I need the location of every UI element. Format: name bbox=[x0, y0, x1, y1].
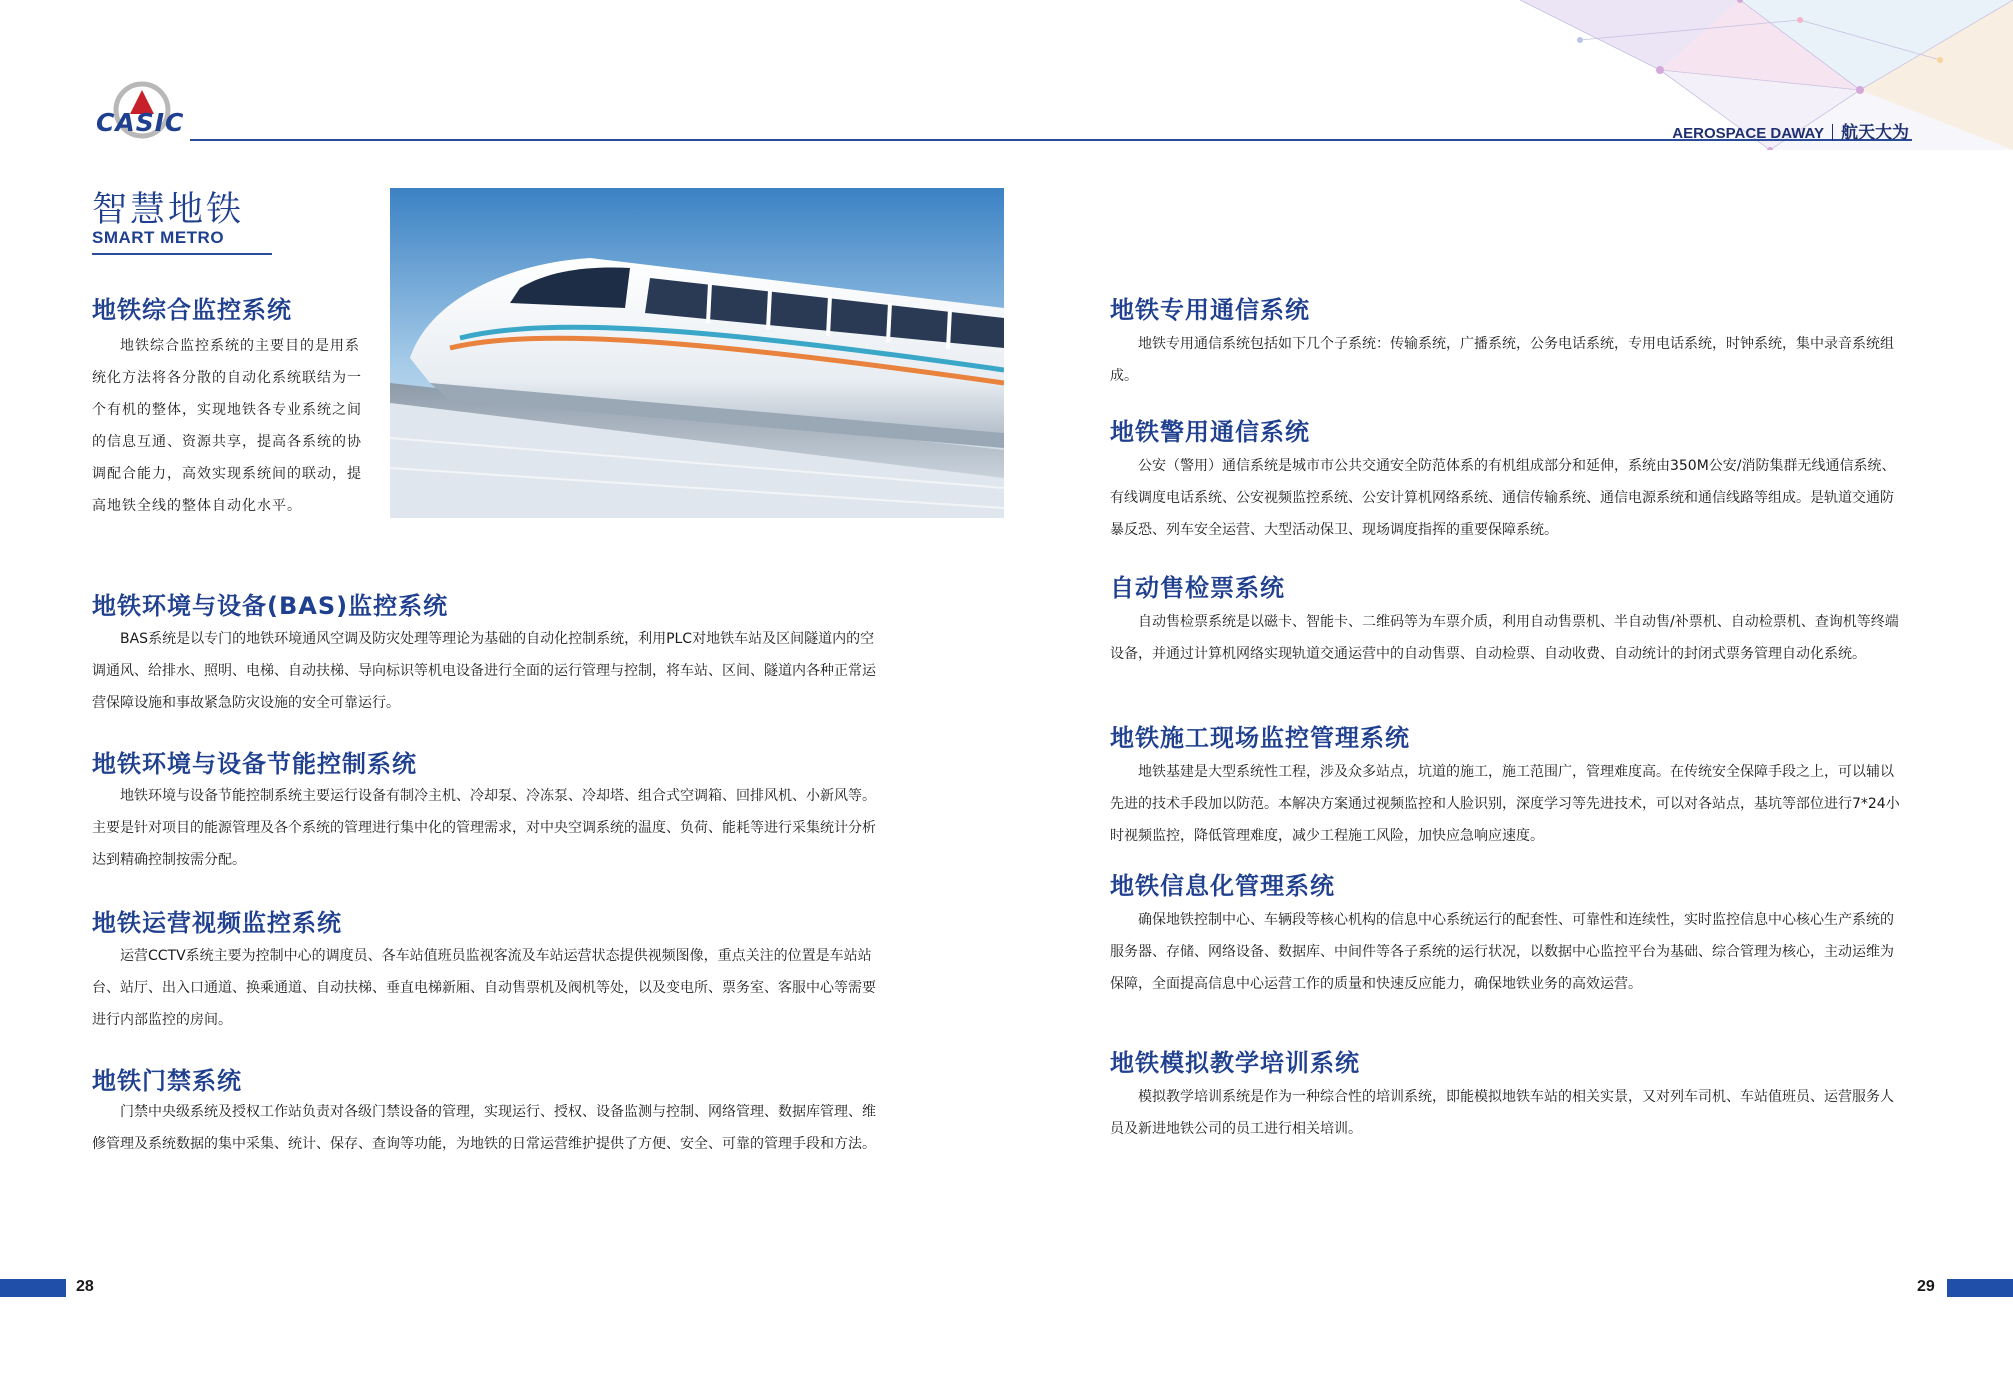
page-subtitle: SMART METRO bbox=[92, 228, 225, 247]
brand-name: AEROSPACE DAWAY 航天大为 bbox=[1672, 123, 1909, 142]
page-number-right: 29 bbox=[1917, 1278, 1935, 1295]
page-bar-left bbox=[0, 1279, 66, 1297]
section-heading-afc: 自动售检票系统 bbox=[1110, 574, 1285, 602]
title-underline bbox=[92, 253, 272, 255]
section-body-integrated-monitoring: 地铁综合监控系统的主要目的是用系统化方法将各分散的自动化系统联结为一个有机的整体，实现地铁各专业系统之间的信息互通、资源共享，提高各系统的协调配合能力，高效实现系统间的联动，提高地铁全线的整体自动化水平。 bbox=[92, 338, 362, 514]
casic-logo-text: CASIC bbox=[96, 108, 185, 137]
page-title: 智慧地铁 bbox=[92, 190, 245, 230]
section-body-energy-saving: 地铁环境与设备节能控制系统主要运行设备有制冷主机、冷却泵、冷冻泵、冷却塔、组合式空调箱、回排风机、小新风等。主要是针对项目的能源管理及各个系统的管理进行集中化的管理需求，对中央空调系统的温度、负荷、能耗等进行采集统计分析达到精确控制按需分配。 bbox=[92, 788, 876, 868]
section-heading-dedicated-comms: 地铁专用通信系统 bbox=[1110, 296, 1310, 324]
section-body-construction-monitoring: 地铁基建是大型系统性工程，涉及众多站点，坑道的施工，施工范围广，管理难度高。在传统安全保障手段之上，可以辅以先进的技术手段加以防范。本解决方案通过视频监控和人脸识别，深度学习等先进技术，可以对各站点，基坑等部位进行7*24小时视频监控，降低管理难度，减少工程施工风险，加快应急响应速度。 bbox=[1110, 764, 1900, 844]
section-heading-access-control: 地铁门禁系统 bbox=[92, 1067, 242, 1095]
section-heading-police-comms: 地铁警用通信系统 bbox=[1110, 418, 1310, 446]
section-heading-energy-saving: 地铁环境与设备节能控制系统 bbox=[92, 750, 417, 778]
section-body-video-surveillance: 运营CCTV系统主要为控制中心的调度员、各车站值班员监视客流及车站运营状态提供视频图像，重点关注的位置是车站站台、站厅、出入口通道、换乘通道、自动扶梯、垂直电梯新厢、自动售票机及阀机等处，以及变电所、票务室、客服中心等需要进行内部监控的房间。 bbox=[92, 948, 876, 1028]
section-heading-construction-monitoring: 地铁施工现场监控管理系统 bbox=[1110, 724, 1410, 752]
section-heading-integrated-monitoring: 地铁综合监控系统 bbox=[92, 296, 292, 324]
section-body-simulation-training: 模拟教学培训系统是作为一种综合性的培训系统，即能模拟地铁车站的相关实景，又对列车司机、车站值班员、运营服务人员及新进地铁公司的员工进行相关培训。 bbox=[1110, 1089, 1894, 1137]
maglev-train-photo bbox=[390, 188, 1004, 518]
section-body-dedicated-comms: 地铁专用通信系统包括如下几个子系统：传输系统，广播系统，公务电话系统，专用电话系统，时钟系统，集中录音系统组成。 bbox=[1110, 336, 1894, 384]
section-body-informatization: 确保地铁控制中心、车辆段等核心机构的信息中心系统运行的配套性、可靠性和连续性，实时监控信息中心核心生产系统的服务器、存储、网络设备、数据库、中间件等各子系统的运行状况，以数据中心监控平台为基础、综合管理为核心，主动运维为保障，全面提高信息中心运营工作的质量和快速反应能力，确保地铁业务的高效运营。 bbox=[1110, 912, 1894, 992]
section-body-afc: 自动售检票系统是以磁卡、智能卡、二维码等为车票介质，利用自动售票机、半自动售/补票机、自动检票机、查询机等终端设备，并通过计算机网络实现轨道交通运营中的自动售票、自动检票、自动收费、自动统计的封闭式票务管理自动化系统。 bbox=[1110, 614, 1899, 662]
section-heading-video-surveillance: 地铁运营视频监控系统 bbox=[92, 909, 342, 937]
page-bar-right bbox=[1947, 1279, 2013, 1297]
section-heading-informatization: 地铁信息化管理系统 bbox=[1110, 872, 1335, 900]
section-body-bas-monitoring: BAS系统是以专门的地铁环境通风空调及防灾处理等理论为基础的自动化控制系统，利用PLC对地铁车站及区间隧道内的空调通风、给排水、照明、电梯、自动扶梯、导向标识等机电设备进行全面的运行管理与控制，将车站、区间、隧道内各种正常运营保障设施和事故紧急防灾设施的安全可靠运行。 bbox=[92, 631, 876, 711]
section-body-police-comms: 公安（警用）通信系统是城市市公共交通安全防范体系的有机组成部分和延伸，系统由350M公安/消防集群无线通信系统、有线调度电话系统、公安视频监控系统、公安计算机网络系统、通信传输系统、通信电源系统和通信线路等组成。是轨道交通防暴反恐、列车安全运营、大型活动保卫、现场调度指挥的重要保障系统。 bbox=[1110, 458, 1896, 538]
section-body-access-control: 门禁中央级系统及授权工作站负责对各级门禁设备的管理，实现运行、授权、设备监测与控制、网络管理、数据库管理、维修管理及系统数据的集中采集、统计、保存、查询等功能，为地铁的日常运营维护提供了方便、安全、可靠的管理手段和方法。 bbox=[92, 1104, 876, 1152]
section-heading-bas-monitoring: 地铁环境与设备(BAS)监控系统 bbox=[92, 592, 449, 620]
page-number-left: 28 bbox=[76, 1278, 94, 1295]
section-heading-simulation-training: 地铁模拟教学培训系统 bbox=[1110, 1049, 1360, 1077]
header-rule bbox=[190, 139, 1912, 141]
